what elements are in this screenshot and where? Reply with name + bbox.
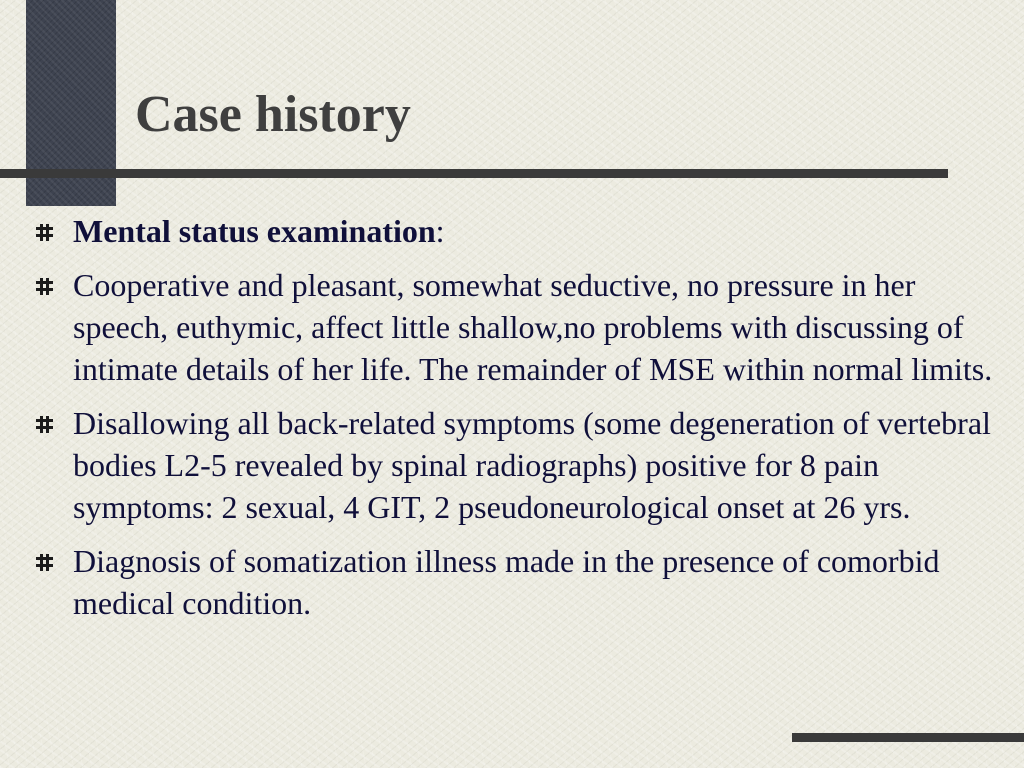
bullet-list [30, 210, 995, 636]
bullet-item [30, 210, 995, 252]
bullet-heading: Mental status examination [73, 213, 436, 249]
bullet-item [30, 264, 995, 390]
hash-bullet-icon [36, 224, 53, 241]
bullet-text: Disallowing all back-related symptoms (some degeneration of vertebral bodies L2-5 revealed by spinal radiographs) positive for 8 pain symptoms: 2 sexual, 4 GIT, 2 pseudoneurological onset at 26 yrs. [73, 405, 991, 525]
footer-divider [792, 733, 1024, 742]
slide-title: Case history [135, 86, 411, 143]
title-divider [0, 169, 948, 178]
bullet-text: Cooperative and pleasant, somewhat seductive, no pressure in her speech, euthymic, affect little shallow,no problems with discussing of intimate details of her life. The remainder of MSE within normal limits. [73, 267, 993, 387]
hash-bullet-icon [36, 416, 53, 433]
bullet-heading-suffix: : [435, 213, 445, 249]
bullet-text: Diagnosis of somatization illness made in the presence of comorbid medical condition. [73, 543, 940, 621]
bullet-item [30, 402, 995, 528]
hash-bullet-icon [36, 278, 53, 295]
hash-bullet-icon [36, 554, 53, 571]
bullet-item [30, 540, 995, 624]
